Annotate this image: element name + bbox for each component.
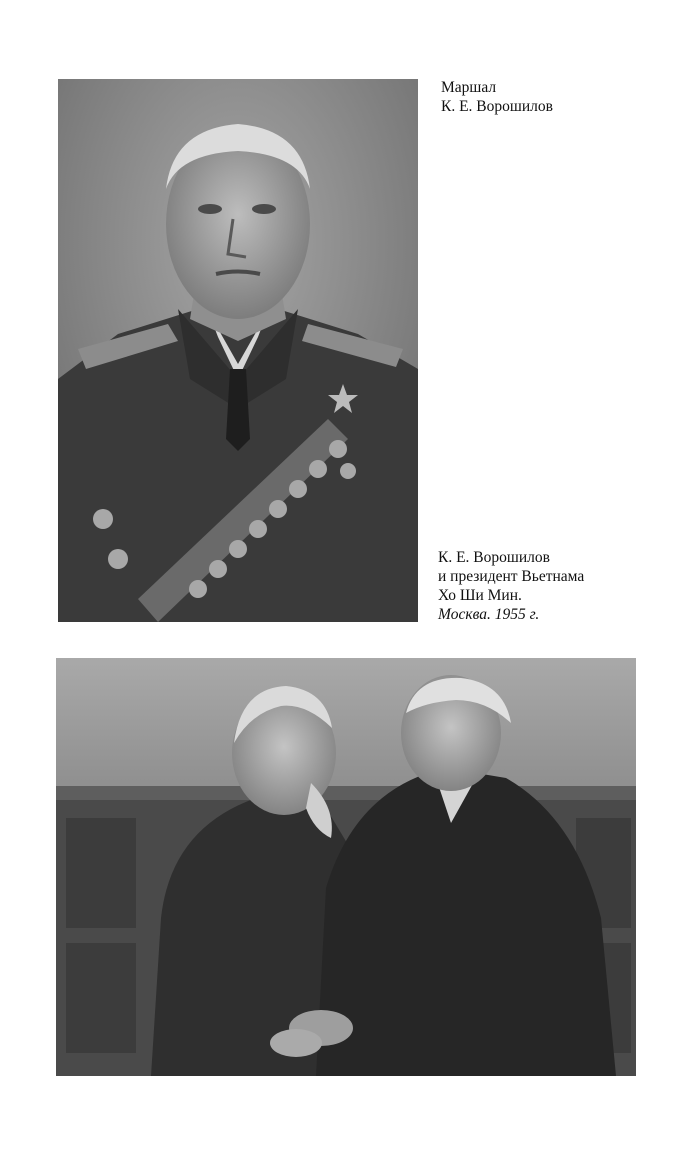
meeting-photo-image <box>56 658 636 1076</box>
portrait-caption-line-2: К. Е. Ворошилов <box>441 98 553 115</box>
meeting-caption-line-2: и президент Вьетнама <box>438 568 585 585</box>
portrait-caption <box>441 78 553 116</box>
meeting-caption <box>438 548 584 624</box>
portrait-photo-image <box>58 79 418 622</box>
meeting-caption-line-4: Москва. 1955 г. <box>438 606 540 623</box>
portrait-photo <box>58 79 418 622</box>
meeting-caption-line-1: К. Е. Ворошилов <box>438 549 550 566</box>
meeting-photo <box>56 658 636 1076</box>
portrait-caption-line-1: Маршал <box>441 79 497 96</box>
meeting-caption-line-3: Хо Ши Мин. <box>438 587 522 604</box>
